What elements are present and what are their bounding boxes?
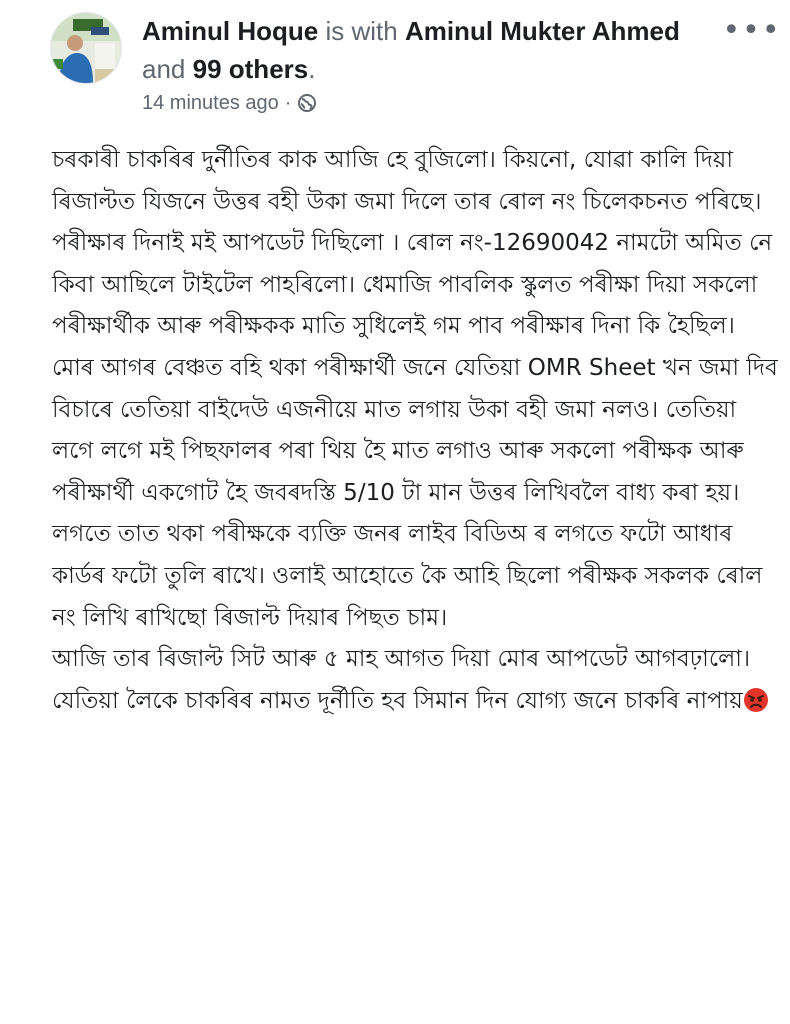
post-header bbox=[50, 12, 780, 122]
author-name-link[interactable]: Aminul Hoque bbox=[142, 16, 319, 46]
post-paragraph: আজি তাৰ ৰিজাল্ট সিট আৰু ৫ মাহ আগত দিয়া মোৰ আপডেট আগবঢ়ালো। bbox=[52, 646, 751, 673]
more-options-button[interactable]: ••• bbox=[722, 12, 782, 48]
post-meta bbox=[142, 90, 317, 116]
post-paragraph: চৰকাৰী চাকৰিৰ দুৰ্নীতিৰ কাক আজি হে বুজিলো। কিয়নো, যোৱা কালি দিয়া ৰিজাল্টত যিজনে উত্তৰ বহী উকা জমা দিলে তাৰ ৰোল নং চিলেকচনত পৰিছে। পৰীক্ষাৰ দিনাই মই আপডেট দিছিলো । ৰোল নং-12690042 নামটো অমিত নে কিবা আছিলে টাইটেল পাহৰিলো। ধেমাজি পাবলিক স্কুলত পৰীক্ষা দিয়া সকলো পৰীক্ষাৰ্থীক আৰু পৰীক্ষকক মাতি সুধিলেই গম পাব পৰীক্ষাৰ দিনা কি হৈছিল। মোৰ আগৰ বেঞ্চত বহি থকা পৰীক্ষাৰ্থী জনে যেতিয়া OMR Sheet খন জমা দিব বিচাৰে তেতিয়া বাইদেউ এজনীয়ে মাত লগায় উকা বহী জমা নলও। তেতিয়া লগে লগে মই পিছফালৰ পৰা থিয় হৈ মাত লগাও আৰু সকলো পৰীক্ষক আৰু পৰীক্ষাৰ্থী একগোট হৈ জবৰদস্তি 5/10 টা মান উত্তৰ লিখিবলৈ বাধ্য কৰা হয়। লগতে তাত থকা পৰীক্ষকে ব্যক্তি জনৰ লাইব বিডিঅ ৰ লগতে ফটো আধাৰ কাৰ্ডৰ ফটো তুলি ৰাখে। ওলাই আহোতে কৈ আহি ছিলো পৰীক্ষক সকলক ৰোল নং লিখি ৰাখিছো ৰিজাল্ট দিয়াৰ পিছত চাম। bbox=[52, 147, 778, 631]
others-link[interactable]: 99 others bbox=[192, 54, 309, 84]
with-text: is with bbox=[325, 16, 398, 46]
post-author-line bbox=[142, 12, 702, 88]
avatar-image bbox=[51, 13, 121, 83]
globe-icon[interactable] bbox=[297, 93, 317, 113]
post-paragraph-last bbox=[52, 681, 780, 723]
tagged-person-link[interactable]: Aminul Mukter Ahmed bbox=[404, 16, 680, 46]
meta-separator: · bbox=[284, 92, 292, 114]
and-text: and bbox=[142, 54, 186, 84]
author-avatar[interactable] bbox=[50, 12, 122, 84]
angry-face-icon bbox=[743, 686, 769, 712]
post-paragraph-text: যেতিয়া লৈকে চাকৰিৰ নামত দূৰ্নীতি হব সিমান দিন যোগ্য জনে চাকৰি নাপায় bbox=[52, 687, 743, 714]
post-body bbox=[52, 140, 780, 722]
period-text: . bbox=[308, 54, 316, 84]
post-timestamp[interactable]: 14 minutes ago bbox=[142, 92, 279, 114]
